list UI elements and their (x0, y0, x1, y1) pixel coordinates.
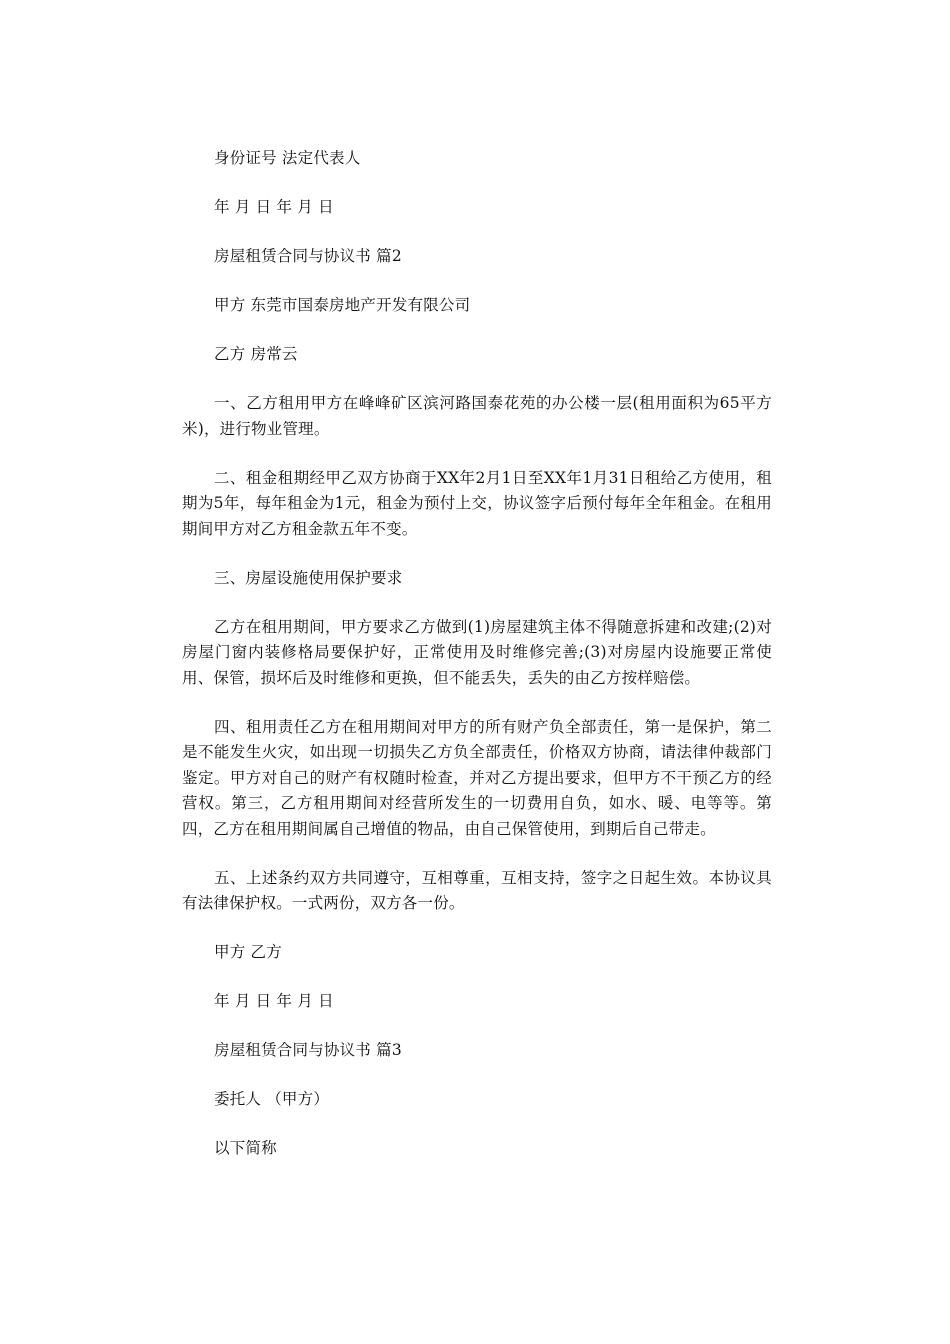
date-line: 年 月 日 年 月 日 (214, 198, 334, 216)
abbreviation-line: 以下简称 (214, 1139, 277, 1157)
clause-4: 四、租用责任乙方在租用期间对甲方的所有财产负全部责任，第一是保护，第二是不能发生火灾，如出现一切损失乙方负全部责任，价格双方协商，请法律仲裁部门鉴定。甲方对自己的财产有权随时检查，并对乙方提出要求，但甲方不干预乙方的经营权。第三，乙方租用期间对经营所发生的一切费用自负，如水、暖、电等等。第四，乙方在租用期间属自己增值的物品，由自己保管使用，到期后自己带走。 (182, 717, 772, 838)
section-heading-3: 房屋租赁合同与协议书 篇3 (214, 1041, 402, 1059)
document-body (182, 146, 772, 1185)
signature-date-line: 年 月 日 年 月 日 (214, 992, 334, 1010)
clause-3-body: 乙方在租用期间，甲方要求乙方做到(1)房屋建筑主体不得随意拆建和改建;(2)对房屋门窗内装修格局要保护好，正常使用及时维修完善;(3)对房屋内设施要正常使用、保管，损坏后及时维修和更换，但不能丢失，丢失的由乙方按样赔偿。 (182, 617, 772, 687)
section-heading-2: 房屋租赁合同与协议书 篇2 (214, 247, 402, 265)
clause-2: 二、租金租期经甲乙双方协商于XX年2月1日至XX年1月31日租给乙方使用，租期为5年，每年租金为1元，租金为预付上交，协议签字后预付每年全年租金。在租用期间甲方对乙方租金款五年不变。 (182, 468, 772, 538)
party-a-line: 甲方 东莞市国泰房地产开发有限公司 (214, 296, 471, 314)
principal-line: 委托人 （甲方） (214, 1090, 330, 1108)
clause-3-heading: 三、房屋设施使用保护要求 (214, 568, 403, 587)
clause-5: 五、上述条约双方共同遵守，互相尊重，互相支持，签字之日起生效。本协议具有法律保护权。一式两份，双方各一份。 (182, 868, 772, 912)
signature-line: 甲方 乙方 (214, 943, 282, 961)
id-number-line: 身份证号 法定代表人 (214, 149, 361, 167)
clause-1: 一、乙方租用甲方在峰峰矿区滨河路国泰花苑的办公楼一层(租用面积为65平方米)，进行物业管理。 (182, 394, 772, 438)
party-b-line: 乙方 房常云 (214, 345, 298, 363)
